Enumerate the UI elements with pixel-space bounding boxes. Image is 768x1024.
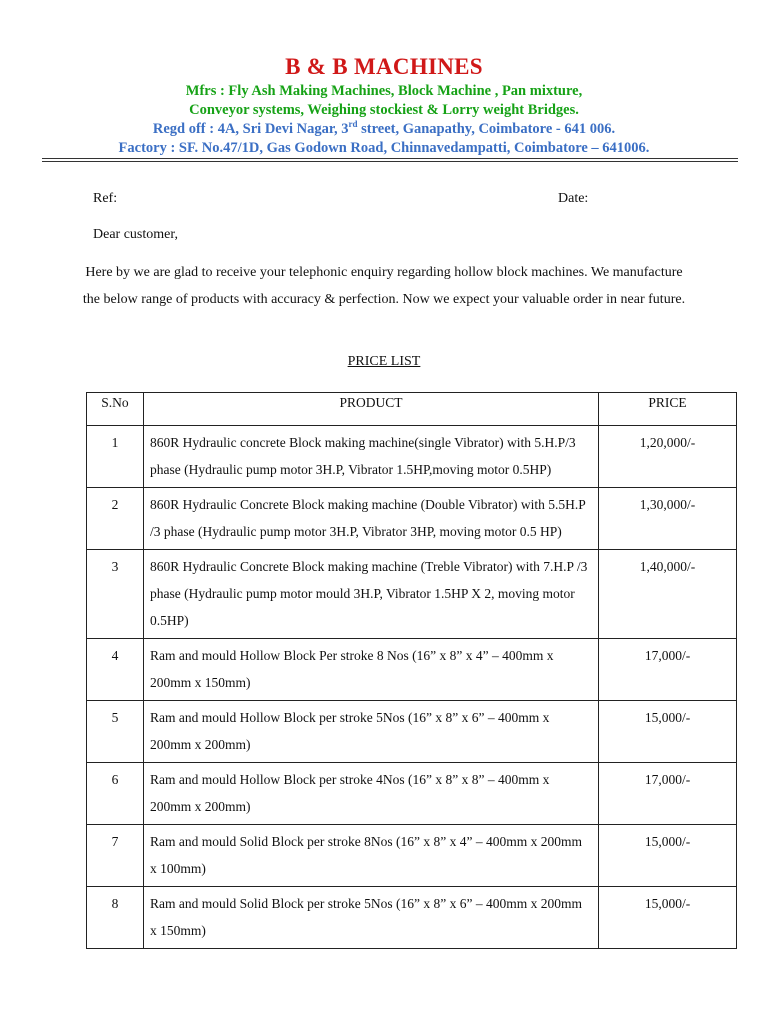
row-sno: 7 [87, 825, 144, 887]
table-row [87, 426, 737, 488]
regd-office-address [0, 120, 768, 139]
row-price: 15,000/- [599, 701, 737, 763]
salutation: Dear customer, [93, 227, 178, 242]
row-product: Ram and mould Hollow Block per stroke 4Nos (16” x 8” x 8” – 400mm x 200mm x 200mm) [144, 763, 599, 825]
mfrs-line-2: Conveyor systems, Weighing stockiest & Lorry weight Bridges. [189, 102, 579, 118]
table-row [87, 639, 737, 701]
table-row [87, 701, 737, 763]
header-sno: S.No [87, 393, 144, 426]
row-sno: 4 [87, 639, 144, 701]
price-list-title: PRICE LIST [347, 354, 421, 369]
factory-address: Factory : SF. No.47/1D, Gas Godown Road, Chinnavedampatti, Coimbatore – 641006. [118, 140, 650, 156]
row-sno: 2 [87, 488, 144, 550]
row-product: 860R Hydraulic Concrete Block making machine (Double Vibrator) with 5.5H.P /3 phase (Hydraulic pump motor 3H.P, Vibrator 3HP, moving motor 0.5 HP) [144, 488, 599, 550]
row-sno: 5 [87, 701, 144, 763]
regd-office-ordinal: rd [348, 119, 358, 130]
row-price: 1,40,000/- [599, 550, 737, 639]
row-price: 17,000/- [599, 763, 737, 825]
header-price: PRICE [599, 393, 737, 426]
row-price: 15,000/- [599, 887, 737, 949]
regd-office-suffix: street, Ganapathy, Coimbatore - 641 006. [357, 121, 616, 137]
letterhead-divider-bottom [42, 161, 738, 162]
row-product: Ram and mould Solid Block per stroke 5Nos (16” x 8” x 6” – 400mm x 200mm x 150mm) [144, 887, 599, 949]
table-row [87, 887, 737, 949]
row-product: 860R Hydraulic concrete Block making machine(single Vibrator) with 5.H.P/3 phase (Hydraulic pump motor 3H.P, Vibrator 1.5HP,moving motor 0.5HP) [144, 426, 599, 488]
ref-label: Ref: [93, 191, 118, 206]
row-price: 1,20,000/- [599, 426, 737, 488]
table-row [87, 550, 737, 639]
company-name: B & B MACHINES [285, 54, 483, 79]
table-row [87, 825, 737, 887]
row-product: Ram and mould Solid Block per stroke 8Nos (16” x 8” x 4” – 400mm x 200mm x 100mm) [144, 825, 599, 887]
row-product: Ram and mould Hollow Block Per stroke 8 Nos (16” x 8” x 4” – 400mm x 200mm x 150mm) [144, 639, 599, 701]
price-table-header [87, 393, 737, 426]
price-table [86, 392, 737, 949]
row-price: 17,000/- [599, 639, 737, 701]
row-sno: 1 [87, 426, 144, 488]
row-sno: 6 [87, 763, 144, 825]
table-row [87, 488, 737, 550]
date-label: Date: [558, 191, 589, 206]
letterhead [0, 52, 768, 158]
header-product: PRODUCT [144, 393, 599, 426]
mfrs-line-1: Mfrs : Fly Ash Making Machines, Block Machine , Pan mixture, [185, 83, 583, 99]
row-product: 860R Hydraulic Concrete Block making machine (Treble Vibrator) with 7.H.P /3 phase (Hydraulic pump motor mould 3H.P, Vibrator 1.5HP X 2, moving motor 0.5HP) [144, 550, 599, 639]
row-sno: 3 [87, 550, 144, 639]
row-sno: 8 [87, 887, 144, 949]
regd-office-prefix: Regd off : 4A, Sri Devi Nagar, 3 [152, 121, 349, 137]
intro-paragraph: Here by we are glad to receive your telephonic enquiry regarding hollow block machines. We manufacture the below range of products with accuracy & perfection. Now we expect your valuable order in near future. [82, 265, 686, 307]
row-price: 15,000/- [599, 825, 737, 887]
letterhead-divider-top [42, 158, 738, 159]
table-row [87, 763, 737, 825]
row-price: 1,30,000/- [599, 488, 737, 550]
row-product: Ram and mould Hollow Block per stroke 5Nos (16” x 8” x 6” – 400mm x 200mm x 200mm) [144, 701, 599, 763]
